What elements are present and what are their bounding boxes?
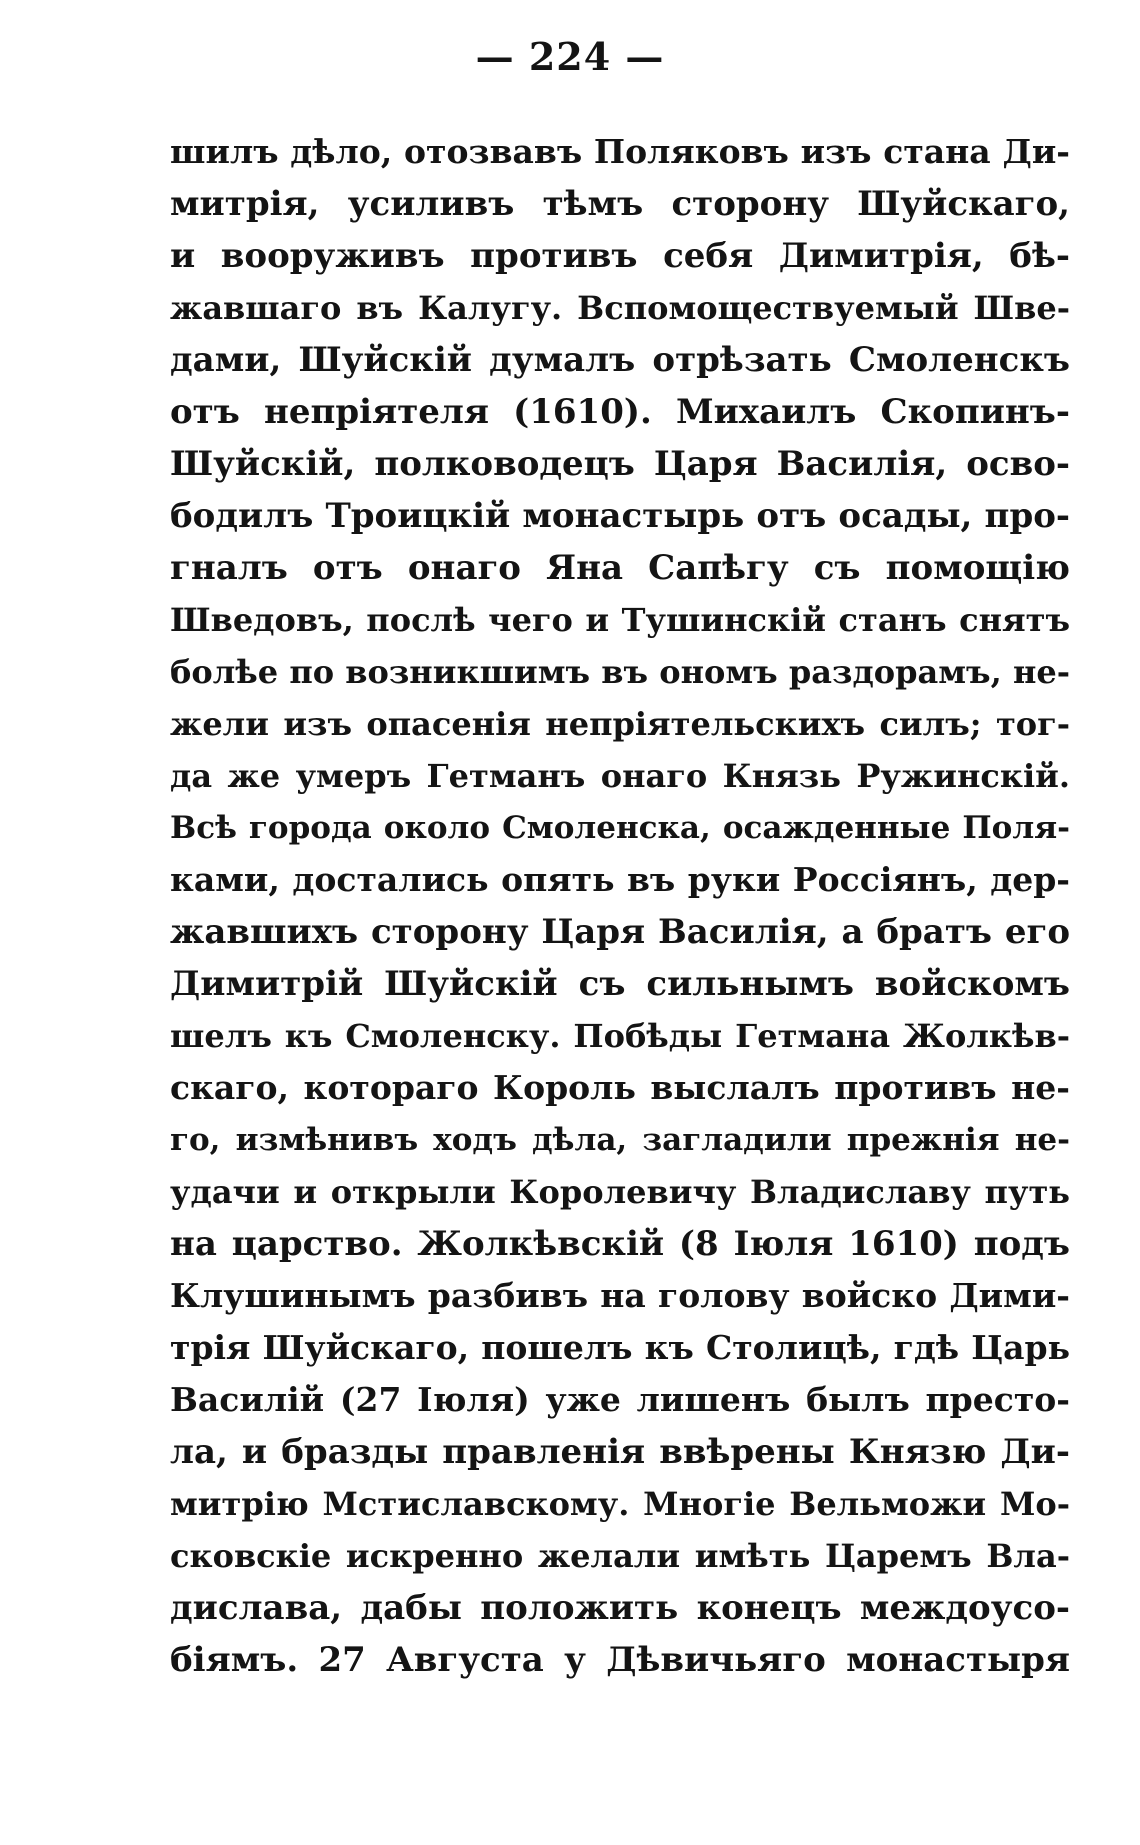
text-line: Всѣ города около Смоленска, осажденные Поля- — [170, 810, 1070, 846]
text-line: ла, и бразды правленія ввѣрены Князю Ди- — [170, 1432, 1070, 1472]
text-line: да же умеръ Гетманъ онаго Князь Ружинскій. — [170, 757, 1070, 795]
text-line: на царство. Жолкѣвскій (8 Іюля 1610) подъ — [170, 1224, 1070, 1264]
text-line: дами, Шуйскій думалъ отрѣзать Смоленскъ — [170, 340, 1070, 380]
text-line: и вооруживъ противъ себя Димитрія, бѣ- — [170, 236, 1070, 276]
text-line: дислава, дабы положить конецъ междоусо- — [170, 1588, 1070, 1628]
text-line: Шуйскій, полководецъ Царя Василія, осво- — [170, 444, 1070, 484]
text-line: Шведовъ, послѣ чего и Тушинскій станъ снятъ — [170, 601, 1070, 639]
text-line: Клушинымъ разбивъ на голову войско Дими- — [170, 1276, 1070, 1315]
text-line: Димитрій Шуйскій съ сильнымъ войскомъ — [170, 964, 1070, 1004]
text-line: го, измѣнивъ ходъ дѣла, загладили прежнія не- — [170, 1122, 1070, 1158]
text-line: гналъ отъ онаго Яна Сапѣгу съ помощію — [170, 548, 1070, 588]
text-line: отъ непріятеля (1610). Михаилъ Скопинъ- — [170, 392, 1070, 432]
text-line: митрія, усиливъ тѣмъ сторону Шуйскаго, — [170, 184, 1070, 224]
text-line: митрію Мстиславскому. Многіе Вельможи Мо- — [170, 1485, 1070, 1523]
text-line: бодилъ Троицкій монастырь отъ осады, про- — [170, 496, 1070, 536]
text-line: жели изъ опасенія непріятельскихъ силъ; тог- — [170, 705, 1070, 743]
text-line: шилъ дѣло, отозвавъ Поляковъ изъ стана Ди- — [170, 132, 1070, 171]
text-line: болѣе по возникшимъ въ ономъ раздорамъ, не- — [170, 653, 1070, 691]
text-line: шелъ къ Смоленску. Побѣды Гетмана Жолкѣв- — [170, 1017, 1070, 1055]
text-line: жавшихъ сторону Царя Василія, а братъ его — [170, 912, 1070, 952]
text-line: сковскіе искренно желали имѣть Царемъ Вла- — [170, 1537, 1070, 1575]
text-line: удачи и открыли Королевичу Владиславу путь — [170, 1173, 1070, 1211]
text-line: ками, достались опять въ руки Россіянъ, дер- — [170, 860, 1070, 899]
text-line: скаго, котораго Король выслалъ противъ не- — [170, 1068, 1070, 1107]
text-line: Василій (27 Іюля) уже лишенъ былъ престо- — [170, 1380, 1070, 1419]
body-text — [170, 126, 1070, 1686]
page-number: — 224 — — [475, 34, 665, 79]
text-line: жавшаго въ Калугу. Вспомоществуемый Шве- — [170, 289, 1070, 327]
text-line: біямъ. 27 Августа у Дѣвичьяго монастыря — [170, 1640, 1070, 1680]
text-line: трія Шуйскаго, пошелъ къ Столицѣ, гдѣ Царь — [170, 1328, 1070, 1367]
